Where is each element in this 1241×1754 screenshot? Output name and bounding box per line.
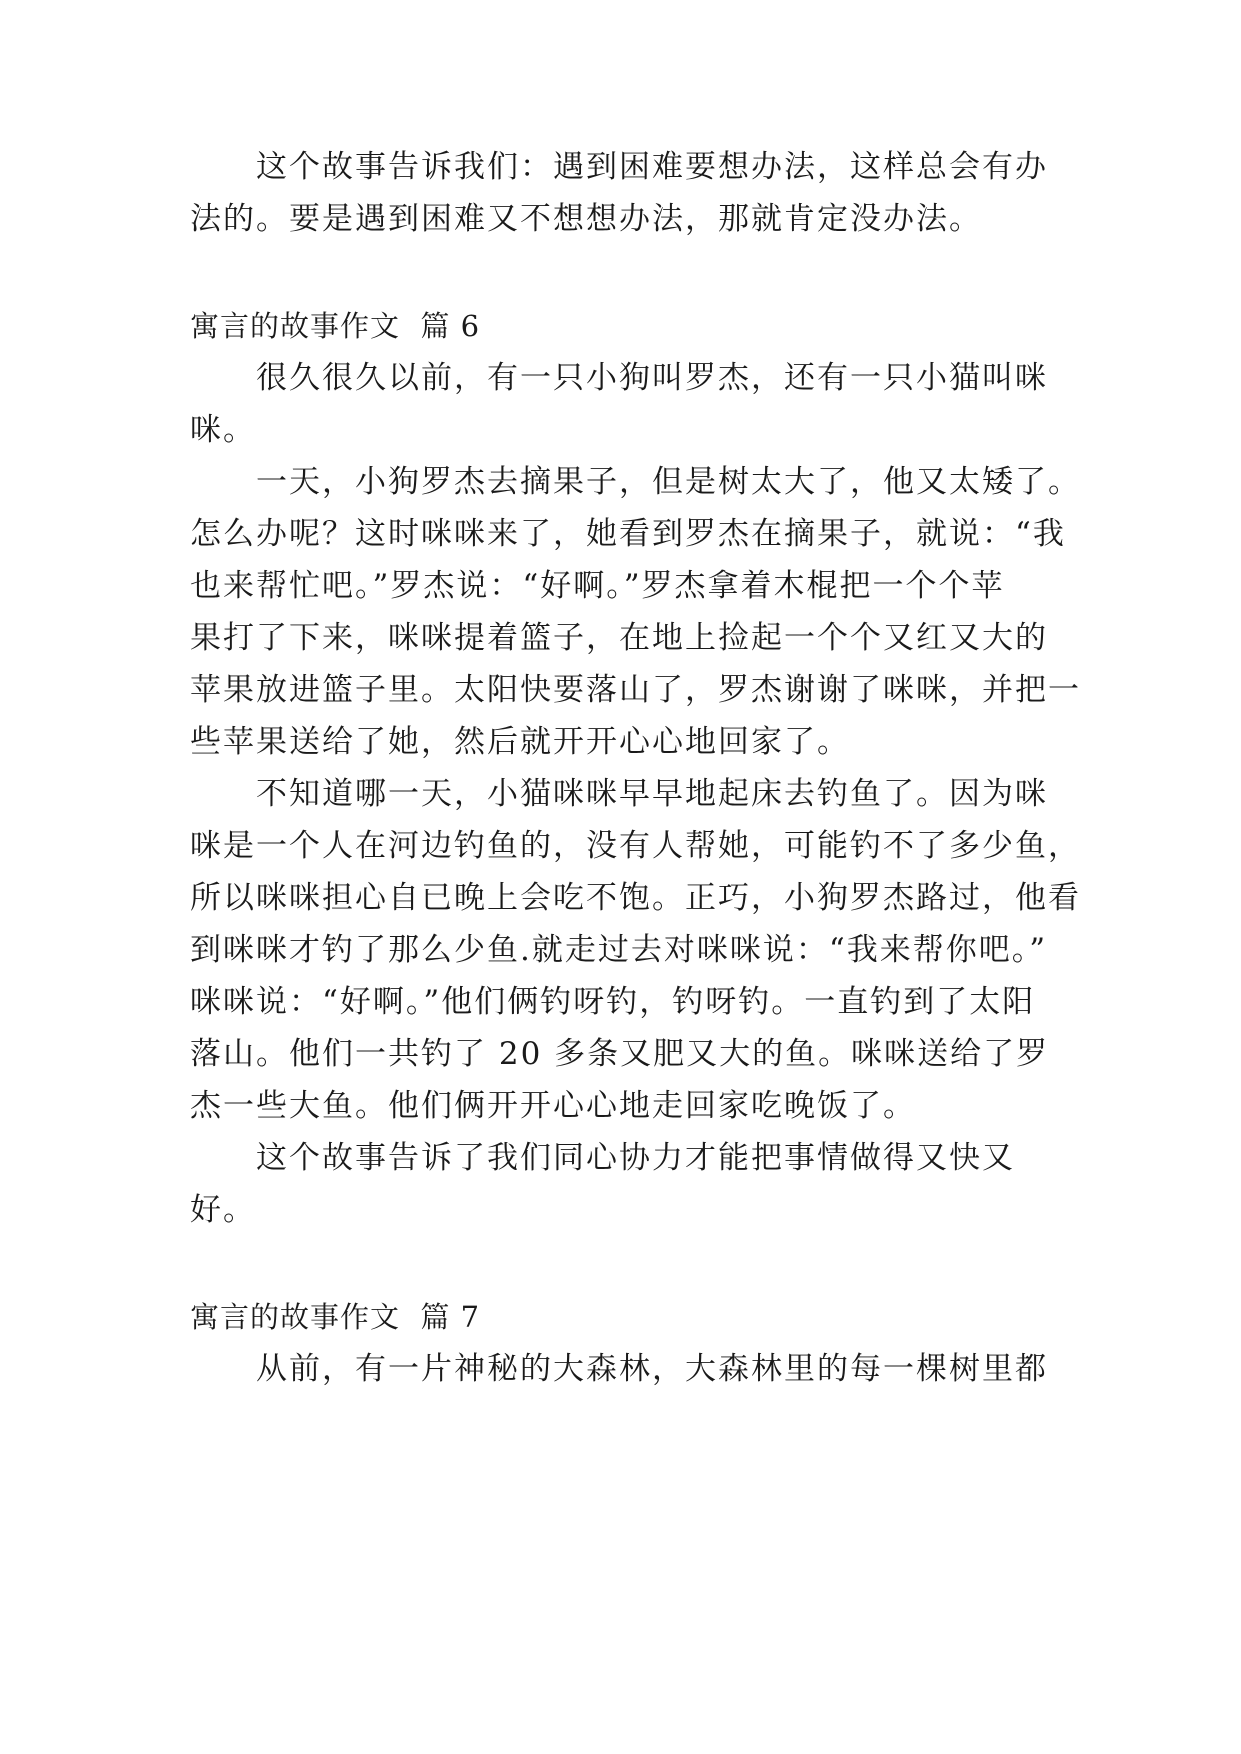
- paragraph-line: 咪。: [190, 412, 256, 448]
- paragraph-line: 苹果放进篮子里。太阳快要落山了，罗杰谢谢了咪咪，并把一: [190, 672, 1081, 708]
- paragraph-line: 到咪咪才钓了那么少鱼.就走过去对咪咪说：“我来帮你吧。”: [190, 932, 1048, 968]
- paragraph-line: 从前，有一片神秘的大森林，大森林里的每一棵树里都: [256, 1351, 1048, 1387]
- paragraph-line: 所以咪咪担心自已晚上会吃不饱。正巧，小狗罗杰路过，他看: [190, 880, 1081, 916]
- paragraph-line: 杰一些大鱼。他们俩开开心心地走回家吃晚饭了。: [190, 1088, 916, 1124]
- paragraph-line: 果打了下来，咪咪提着篮子，在地上捡起一个个又红又大的: [190, 620, 1048, 656]
- paragraph-line: 好。: [190, 1192, 256, 1228]
- section-heading: 寓言的故事作文 篇 6: [190, 309, 481, 343]
- paragraph-line: 怎么办呢？这时咪咪来了，她看到罗杰在摘果子，就说：“我: [190, 516, 1066, 552]
- paragraph-line: 也来帮忙吧。”罗杰说：“好啊。”罗杰拿着木棍把一个个苹: [190, 568, 1005, 604]
- paragraph-line: 这个故事告诉我们：遇到困难要想办法，这样总会有办: [256, 149, 1048, 185]
- paragraph-line: 很久很久以前，有一只小狗叫罗杰，还有一只小猫叫咪: [256, 360, 1048, 396]
- paragraph-line: 不知道哪一天，小猫咪咪早早地起床去钓鱼了。因为咪: [256, 776, 1048, 812]
- paragraph-line: 法的。要是遇到困难又不想想办法，那就肯定没办法。: [190, 201, 982, 237]
- paragraph-line: 落山。他们一共钓了 20 多条又肥又大的鱼。咪咪送给了罗: [190, 1036, 1050, 1072]
- paragraph-line: 一天，小狗罗杰去摘果子，但是树太大了，他又太矮了。: [256, 464, 1081, 500]
- section-heading: 寓言的故事作文 篇 7: [190, 1300, 481, 1334]
- paragraph-line: 咪是一个人在河边钓鱼的，没有人帮她，可能钓不了多少鱼，: [190, 828, 1081, 864]
- paragraph-line: 些苹果送给了她，然后就开开心心地回家了。: [190, 724, 850, 760]
- paragraph-line: 这个故事告诉了我们同心协力才能把事情做得又快又: [256, 1140, 1015, 1176]
- paragraph-line: 咪咪说：“好啊。”他们俩钓呀钓，钓呀钓。一直钓到了太阳: [190, 984, 1036, 1020]
